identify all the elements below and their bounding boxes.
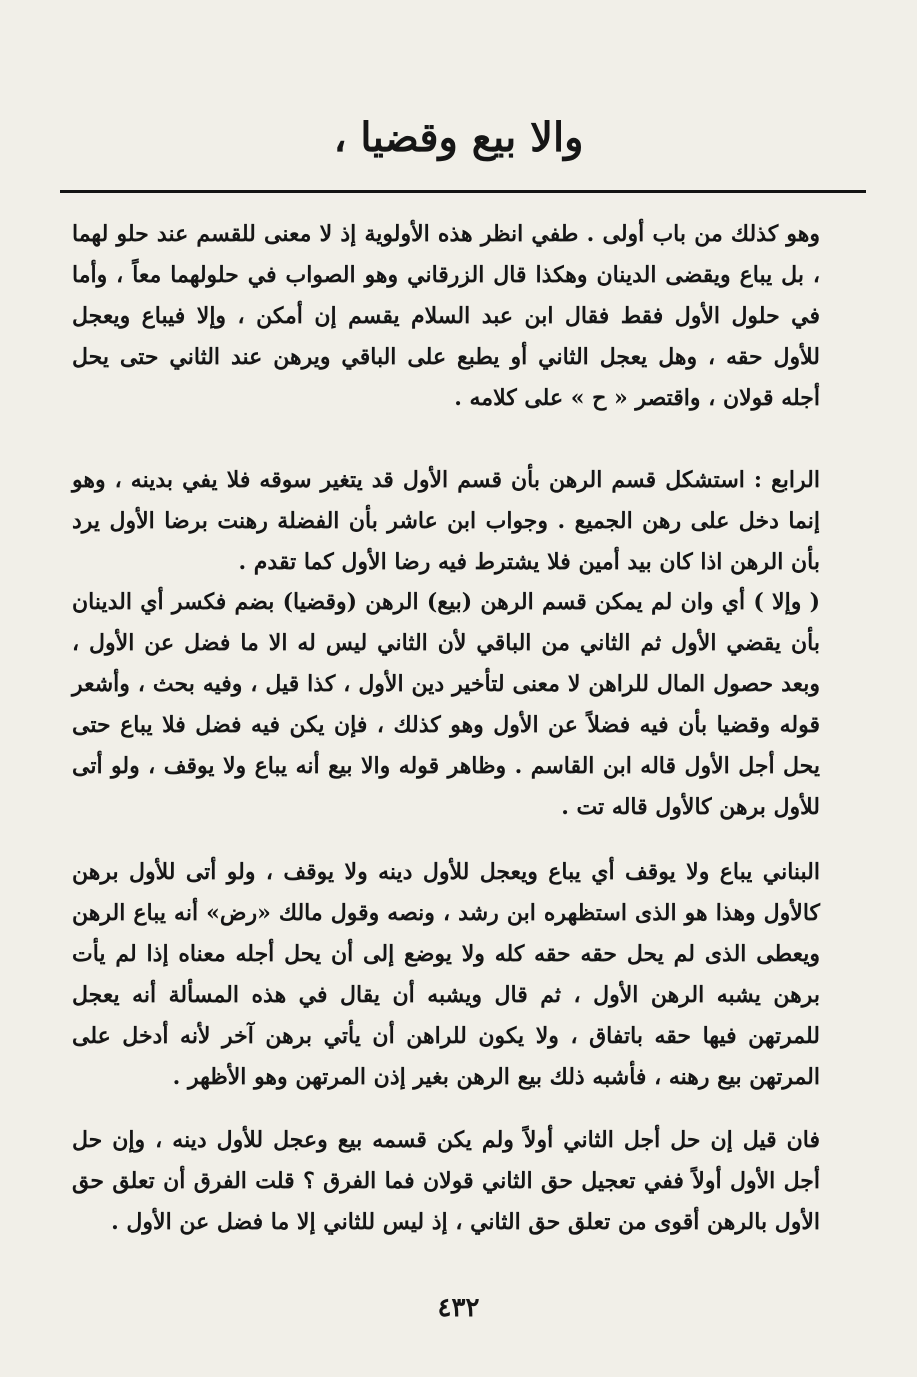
page-number: ٤٣٢ [437,1293,480,1323]
paragraph-4: البناني يباع ولا يوقف أي يباع ويعجل للأول دينه ولا يوقف ، ولو أتى للأول برهن كالأول وهذا هو الذى استظهره ابن رشد ، ونصه وقول مالك «رض» أنه يباع الرهن ويعطى الذى لم يحل حقه حقه كله ولا يوضع إلى أن يحل أجله معناه إذا لم يأت برهن يشبه الرهن الأول ، ثم قال ويشبه أن يقال في هذه المسألة أنه يعجل للمرتهن فيها حقه باتفاق ، ولا يكون للراهن أن يأتي برهن آخر لأنه أدخل على المرتهن بيع رهنه ، فأشبه ذلك بيع الرهن بغير إذن المرتهن وهو الأظهر . [72,859,820,1090]
paragraph-1: وهو كذلك من باب أولى . طفي انظر هذه الأولوية إذ لا معنى للقسم عند حلو لهما ، بل يباع ويقضى الدينان وهكذا قال الزرقاني وهو الصواب في حلولهما معاً ، وأما في حلول الأول فقط فقال ابن عبد السلام يقسم إن أمكن ، وإلا فيباع ويعجل للأول حقه ، وهل يعجل الثاني أو يطبع على الباقي ويرهن عند الثاني حتى يحل أجله قولان ، واقتصر « ح » على كلامه . [72,221,820,411]
paragraph-3: ( وإلا ) أي وان لم يمكن قسم الرهن (بيع) الرهن (وقضيا) بضم فكسر أي الدينان بأن يقضي الأول ثم الثاني من الباقي لأن الثاني ليس له الا ما فضل عن الأول ، وبعد حصول المال للراهن لا معنى لتأخير دين الأول ، كذا قيل ، وفيه بحث ، وأشعر قوله وقضيا بأن فيه فضلاً عن الأول وهو كذلك ، فإن يكن فيه فضل فلا يباع حتى يحل أجل الأول قاله ابن القاسم . وظاهر قوله والا بيع أنه يباع ولا يوقف ، ولو أتى للأول برهن كالأول قاله تت . [72,589,820,820]
header-divider [60,190,866,193]
paragraph-5: فان قيل إن حل أجل الثاني أولاً ولم يكن قسمه بيع وعجل للأول دينه ، وإن حل أجل الأول أولاً ففي تعجيل حق الثاني قولان فما الفرق ؟ قلت الفرق أن تعلق حق الأول بالرهن أقوى من تعلق حق الثاني ، إذ ليس للثاني إلا ما فضل عن الأول . [72,1127,820,1235]
paragraph-2: الرابع : استشكل قسم الرهن بأن قسم الأول قد يتغير سوقه فلا يفي بدينه ، وهو إنما دخل على رهن الجميع . وجواب ابن عاشر بأن الفضلة رهنت برضا الأول يرد بأن الرهن اذا كان بيد أمين فلا يشترط فيه رضا الأول كما تقدم . [72,467,820,575]
page-title: والا بيع وقضيا ، [333,114,584,161]
